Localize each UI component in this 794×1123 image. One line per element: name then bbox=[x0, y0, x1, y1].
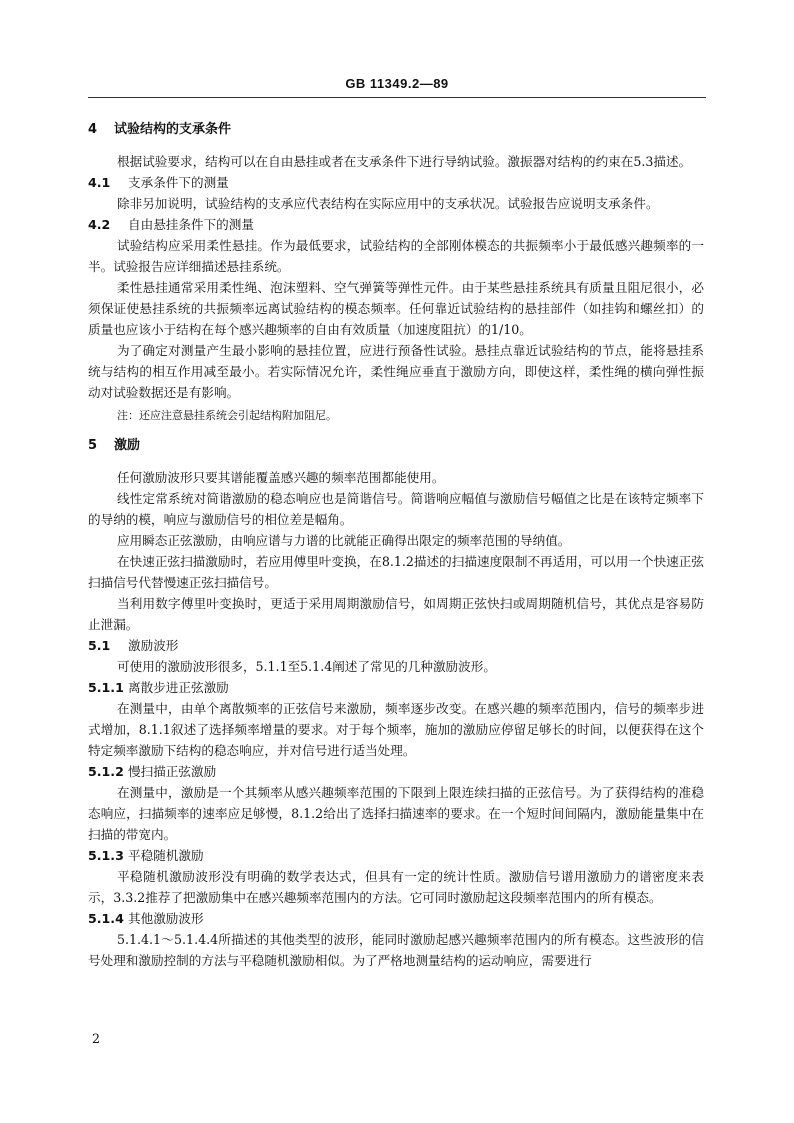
paragraph: 可使用的激励波形很多，5.1.1至5.1.4阐述了常见的几种激励波形。 bbox=[117, 659, 496, 674]
paragraph: 柔性悬挂通常采用柔性绳、泡沫塑料、空气弹簧等弹性元件。由于某些悬挂系统具有质量且阻尼很小，必须保证使悬挂系统的共振频率远离试验结构的模态频率。任何靠近试验结构的悬挂部件（如挂钩和螺丝扣）的质量也应该小于结构在每个感兴趣频率的自由有效质量（加速度阻抗）的1/10。 bbox=[88, 280, 704, 337]
section-title: 平稳随机激励 bbox=[128, 848, 204, 863]
section-number: 5.1.1 bbox=[88, 680, 124, 695]
paragraph: 除非另加说明，试验结构的支承应代表结构在实际应用中的支承状况。试验报告应说明支承条件。 bbox=[117, 196, 659, 211]
section-5-1-4-heading bbox=[88, 908, 704, 929]
section-title: 激励 bbox=[114, 438, 141, 453]
paragraph: 在测量中，由单个离散频率的正弦信号来激励，频率逐步改变。在感兴趣的频率范围内，信号的频率步进式增加，8.1.1叙述了选择频率增量的要求。对于每个频率，施加的激励应停留足够长的时间，以便获得在这个特定频率激励下结构的稳态响应，并对信号进行适当处理。 bbox=[88, 701, 704, 758]
section-4-2-heading bbox=[88, 214, 704, 235]
section-title: 慢扫描正弦激励 bbox=[128, 764, 217, 779]
section-title: 支承条件下的测量 bbox=[128, 175, 229, 190]
paragraph: 线性定常系统对简谐激励的稳态响应也是简谐信号。简谐响应幅值与激励信号幅值之比是在该特定频率下的导纳的模，响应与激励信号的相位差是幅角。 bbox=[88, 491, 704, 527]
page-content bbox=[88, 116, 704, 971]
standard-code-header: GB 11349.2—89 bbox=[345, 76, 449, 91]
note: 注：还应注意悬挂系统会引起结构附加阻尼。 bbox=[117, 409, 337, 422]
section-5-1-2-heading bbox=[88, 761, 704, 782]
paragraph: 在快速正弦扫描激励时，若应用傅里叶变换，在8.1.2描述的扫描速度限制不再适用，可以用一个快速正弦扫描信号代替慢速正弦扫描信号。 bbox=[88, 554, 704, 590]
paragraph: 当利用数字傅里叶变换时，更适于采用周期激励信号，如周期正弦快扫或周期随机信号，其优点是容易防止泄漏。 bbox=[88, 596, 704, 632]
section-5-1-heading bbox=[88, 635, 704, 656]
header-rule bbox=[88, 97, 706, 98]
section-title: 离散步进正弦激励 bbox=[128, 680, 229, 695]
section-4-heading bbox=[88, 119, 704, 140]
section-title: 其他激励波形 bbox=[128, 911, 204, 926]
section-number: 4.2 bbox=[88, 217, 111, 232]
paragraph: 5.1.4.1～5.1.4.4所描述的其他类型的波形，能同时激励起感兴趣频率范围内的所有模态。这些波形的信号处理和激励控制的方法与平稳随机激励相似。为了严格地测量结构的运动响应，需要进行 bbox=[88, 932, 704, 968]
section-number: 5.1.3 bbox=[88, 848, 124, 863]
paragraph: 为了确定对测量产生最小影响的悬挂位置，应进行预备性试验。悬挂点靠近试验结构的节点，能将悬挂系统与结构的相互作用减至最小。若实际情况允许，柔性绳应垂直于激励方向，即使这样，柔性绳的横向弹性振动对试验数据还是有影响。 bbox=[88, 343, 704, 400]
section-title: 自由悬挂条件下的测量 bbox=[128, 217, 254, 232]
page-number: 2 bbox=[92, 1031, 101, 1046]
section-title: 试验结构的支承条件 bbox=[114, 122, 232, 137]
paragraph: 平稳随机激励波形没有明确的数学表达式，但具有一定的统计性质。激励信号谱用激励力的谱密度来表示，3.3.2推荐了把激励集中在感兴趣频率范围内的方法。它可同时激励起这段频率范围内的所有模态。 bbox=[88, 869, 704, 905]
section-number: 4 bbox=[88, 122, 98, 137]
section-number: 5.1.4 bbox=[88, 911, 124, 926]
section-5-1-1-heading bbox=[88, 677, 704, 698]
paragraph: 根据试验要求，结构可以在自由悬挂或者在支承条件下进行导纳试验。激振器对结构的约束在5.3描述。 bbox=[117, 154, 692, 169]
paragraph: 任何激励波形只要其谱能覆盖感兴趣的频率范围都能使用。 bbox=[117, 470, 445, 485]
section-5-1-3-heading bbox=[88, 845, 704, 866]
section-title: 激励波形 bbox=[128, 638, 179, 653]
section-number: 5.1 bbox=[88, 638, 111, 653]
paragraph: 应用瞬态正弦激励，由响应谱与力谱的比就能正确得出限定的频率范围的导纳值。 bbox=[117, 533, 571, 548]
paragraph: 试验结构应采用柔性悬挂。作为最低要求，试验结构的全部刚体模态的共振频率小于最低感兴趣频率的一半。试验报告应详细描述悬挂系统。 bbox=[88, 238, 704, 274]
paragraph: 在测量中，激励是一个其频率从感兴趣频率范围的下限到上限连续扫描的正弦信号。为了获得结构的准稳态响应，扫描频率的速率应足够慢，8.1.2给出了选择扫描速率的要求。在一个短时间间隔内，激励能量集中在扫描的带宽内。 bbox=[88, 785, 704, 842]
section-number: 5 bbox=[88, 438, 98, 453]
section-number: 5.1.2 bbox=[88, 764, 124, 779]
section-number: 4.1 bbox=[88, 175, 111, 190]
section-5-heading bbox=[88, 435, 704, 456]
section-4-1-heading bbox=[88, 172, 704, 193]
